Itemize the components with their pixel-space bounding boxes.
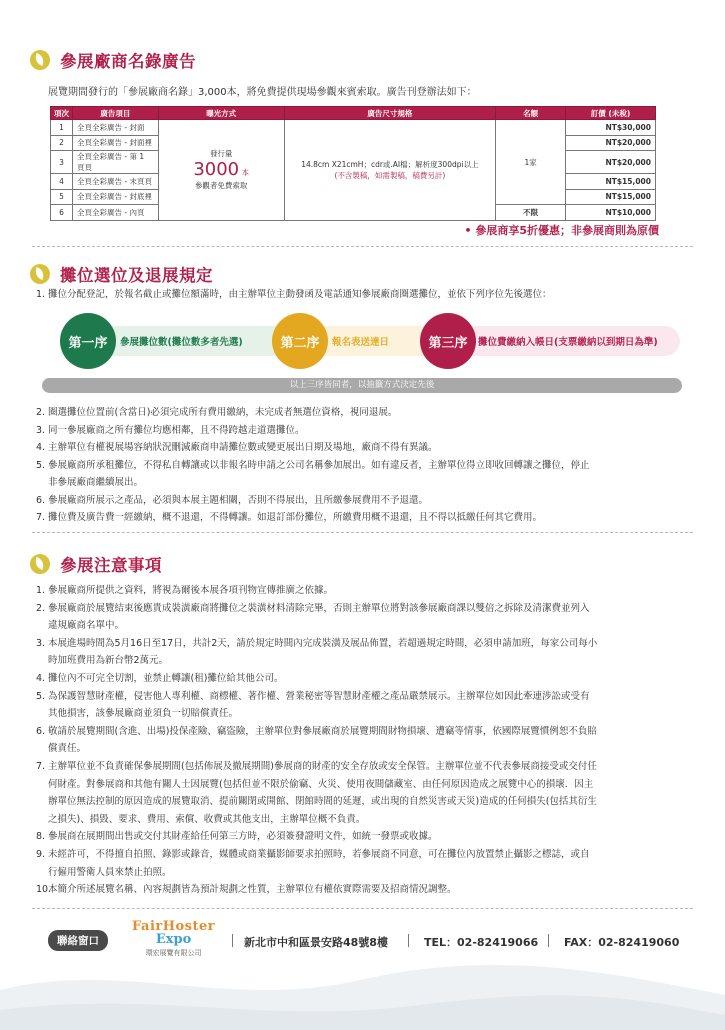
logo-bottom: Expo (155, 932, 192, 947)
note-item: 何財產。對參展商和其他有關人士因展覽(包括但並不限於偷竊、火災、使用夜間儲藏室、由任何原因造成之展覽中心的損壞．因主 (48, 778, 594, 790)
rule-item: 1. 攤位分配登記，於報名截止或攤位額滿時，由主辦單位主動發函及電話通知參展廠商圈選攤位，並依下列序位先後選位： (36, 289, 552, 300)
row-no: 1 (51, 120, 73, 136)
section-divider (32, 246, 693, 247)
exposure-bottom: 參觀者免費索取 (194, 181, 248, 191)
leaf-icon (30, 50, 50, 70)
header-price: 訂價 (未稅) (566, 107, 656, 120)
row-price: NT$15,000 (566, 174, 656, 190)
footer-address: 新北市中和區景安路48號8樓 (244, 936, 388, 949)
row-price: NT$20,000 (566, 135, 656, 151)
rule-item: 2. 圈選攤位位置前(含當日)必須完成所有費用繳納，未完成者無選位資格，視同退展。 (36, 407, 398, 418)
row-price: NT$15,000 (566, 189, 656, 205)
selection-order (48, 313, 680, 369)
footer-separator (408, 934, 409, 947)
step1-label: 參展攤位數(攤位數多者先選) (120, 337, 243, 348)
exposure-unit: 本 (241, 168, 250, 178)
section-title-directory-ad: 參展廠商名錄廣告 (30, 48, 196, 72)
logo-top: FairHoster (132, 919, 216, 934)
note-item: 3. 本展進場時間為5月16日至17日，共計2天，請於規定時間內完成裝潢及展品佈置，若超過規定時間，必須申請加班，每家公司每小 (36, 637, 598, 649)
row-item: 全頁全彩廣告 - 封面裡 (72, 135, 158, 151)
spec-main: 14.8cm X21cmH；cdr或.AI檔；解析度300dpi以上 (301, 159, 479, 169)
note-item: 2. 參展廠商於展覽結束後應貴成裝潢廠商將攤位之裝潢材料清除完畢，否則主辦單位將對該參展廠商課以雙倍之拆除及清潔費並列入 (36, 602, 590, 614)
header-no: 項次 (51, 107, 73, 120)
quota-cell: 1家 (496, 120, 566, 205)
ink-wash-decoration (0, 900, 725, 1030)
note-item: 行僱用警衛人員來禁止拍照。 (48, 866, 172, 878)
note-item: 償責任。 (48, 743, 87, 755)
directory-intro: 展覽期間發行的「參展廠商名錄」3,000本，將免費提供現場參觀來賓索取。廣告刊登辦法如下： (48, 87, 477, 98)
note-item: 之損失)、損毀、要求、費用、索償、收費或其他支出，主辦單位概不負責。 (48, 813, 366, 825)
step3-circle: 第三序 (420, 313, 476, 369)
footer-separator (548, 934, 549, 947)
footer-fax: FAX：02-82419060 (564, 936, 680, 949)
footer-tel: TEL：02-82419066 (424, 936, 539, 949)
step2-label: 報名表送達日 (332, 337, 390, 348)
exposure-top: 發行量 (209, 149, 233, 159)
table-row (51, 120, 656, 136)
row-no: 5 (51, 189, 73, 205)
row-no: 4 (51, 174, 73, 190)
spec-cell (284, 120, 496, 221)
row-item: 全頁全彩廣告 - 內頁 (72, 205, 158, 221)
header-spec: 廣告尺寸規格 (284, 107, 496, 120)
note-item: 6. 敬請於展覽期間(含進、出場)投保產險、竊盜險，主辦單位對參展廠商於展覽期間財物損壞、遭竊等情事，依國際展覽慣例恕不負賠 (36, 725, 597, 737)
ad-pricing-table (50, 106, 656, 221)
header-exposure: 曝光方式 (158, 107, 284, 120)
row-no: 3 (51, 151, 73, 174)
step1-circle: 第一序 (60, 313, 116, 369)
rule-item: 7. 攤位費及廣告費一經繳納，概不退還，不得轉讓。如退訂部份攤位，所繳費用概不退還，且不得以抵繳任何其它費用。 (36, 512, 543, 523)
rule-item: 5. 參展廠商所承租攤位，不得私自轉讓或以非報名時申請之公司名稱參加展出。如有違反者，主辦單位得立即收回轉讓之攤位，停止 (36, 459, 590, 471)
exposure-number: 3000 (193, 159, 240, 181)
note-item: 辦單位無法控制的原因造成的展覽取消、提前關閉或開館、閉館時間的延遲，或出現的自然災害或天災)造成的任何損失(包括其衍生 (48, 796, 597, 808)
contact-label: 聯絡窗口 (48, 930, 108, 951)
step3-label: 攤位費繳納入帳日(支票繳納以到期日為準) (478, 337, 658, 348)
row-item: 全頁全彩廣告 - 封面 (72, 120, 158, 136)
note-item: 違規廠商名單中。 (48, 620, 125, 632)
section-divider (32, 532, 693, 533)
leaf-icon (30, 264, 50, 284)
section-title-booth-rules: 攤位選位及退展規定 (30, 262, 213, 286)
company-logo (132, 920, 215, 958)
table-header-row (51, 107, 656, 120)
section-title-notes: 參展注意事項 (30, 552, 162, 576)
spec-note: (不含製稿，如需製稿，稿費另計) (334, 170, 446, 180)
row-item: 全頁全彩廣告 - 末頁頁 (72, 174, 158, 190)
row-price: NT$10,000 (566, 205, 656, 221)
leaf-icon (30, 554, 50, 574)
note-item: 5. 為保護智慧財產權，侵害他人專利權、商標權、著作權、營業秘密等智慧財產權之產品嚴禁展示。主辦單位如因此牽連涉訟或受有 (36, 690, 590, 702)
row-price: NT$20,000 (566, 151, 656, 174)
rule-item: 6. 參展廠商所展示之產品，必須與本展主題相關，否則不得展出，且所繳參展費用不予退還。 (36, 494, 429, 506)
contact-section (48, 928, 108, 952)
row-price: NT$30,000 (566, 120, 656, 136)
tie-rule-bar: 以上三序皆同者，以抽籤方式決定先後 (42, 378, 682, 393)
step2-circle: 第二序 (272, 313, 328, 369)
note-item: 時加班費用為新台幣2萬元。 (48, 655, 169, 667)
header-item: 廣告項目 (72, 107, 158, 120)
note-item: 8. 參展商在展期間出售或交付其財產給任何第三方時，必須簽發證明文件，如統一發票或收據。 (36, 831, 438, 843)
rule-item: 4. 主辦單位有權視展場容納狀況刪減廠商申請攤位數或變更展出日期及場地，廠商不得有異議。 (36, 442, 438, 453)
note-item: 其他損害，該參展廠商並須負一切賠償責任。 (48, 708, 239, 720)
note-item: 10. 本簡介所述展覽名稱、內容規劃皆為預計規劃之性質，主辦單位有權依實際需要及招商情況調整。 (36, 884, 457, 896)
note-item: 7. 主辦單位並不負責確保參展期間(包括佈展及撤展期間)參展商的財產的安全存放或安全保管。主辦單位並不代表參展商接受或交付任 (36, 761, 597, 772)
footer-separator (232, 934, 233, 947)
header-quota: 名額 (496, 107, 566, 120)
row-no: 2 (51, 135, 73, 151)
row-no: 6 (51, 205, 73, 221)
logo-company-name: 環宏展覽有限公司 (145, 949, 202, 957)
discount-note: • 參展商享5折優惠；非參展商則為原價 (464, 224, 659, 237)
rule-item: 3. 同一參展廠商之所有攤位均應相鄰，且不得跨越走道選攤位。 (36, 424, 305, 436)
note-item: 9. 未經許可，不得擅自拍照、錄影或錄音，媒體或商業攝影師要求拍照時，若參展商不同意，可在攤位內放置禁止攝影之標誌，或自 (36, 849, 590, 860)
rule-item: 非參展廠商繼續展出。 (48, 477, 144, 488)
quota-unlimited: 不限 (496, 205, 566, 221)
row-item: 全頁全彩廣告 - 第 1 頁頁 (72, 151, 158, 174)
row-item: 全頁全彩廣告 - 封底裡 (72, 189, 158, 205)
note-item: 1. 參展廠商所提供之資料，將視為爾後本展各項刊物宣傳推廣之依據。 (36, 585, 334, 596)
note-item: 4. 攤位內不可完全切割，並禁止轉讓(租)攤位給其他公司。 (36, 673, 284, 684)
exposure-cell (158, 120, 284, 221)
